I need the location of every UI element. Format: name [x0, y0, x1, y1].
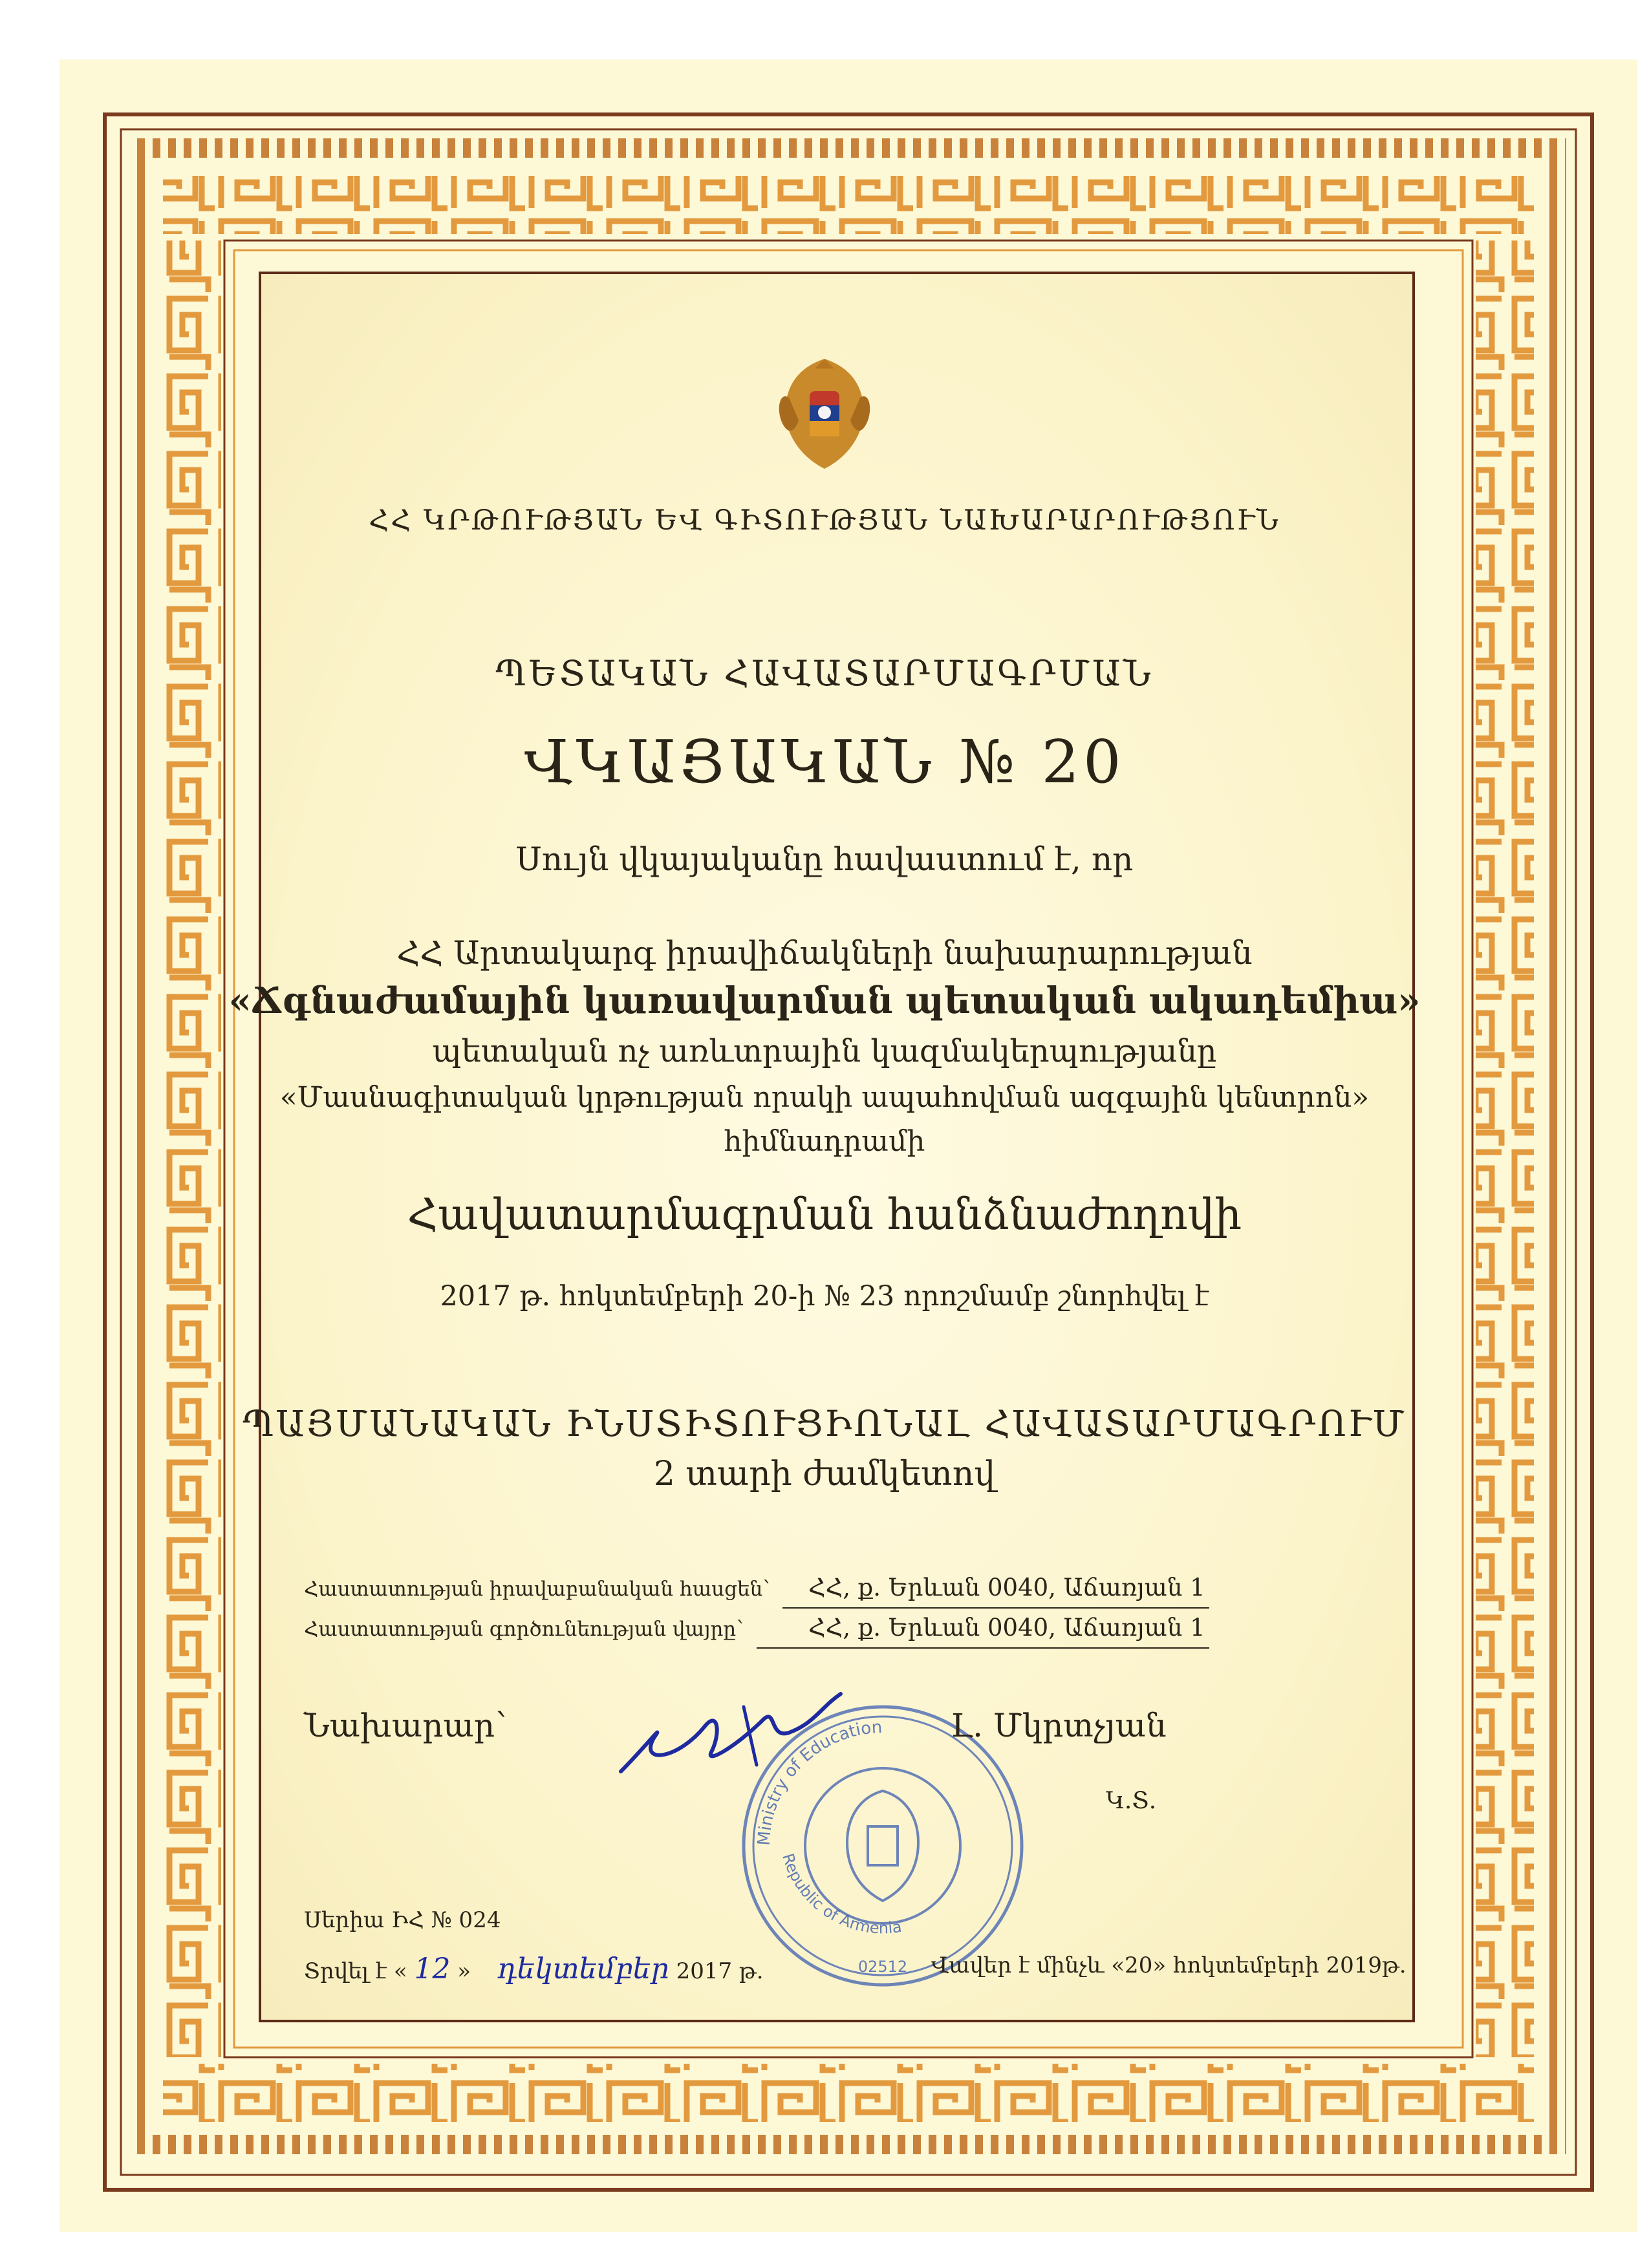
issued-year: 2017 թ. [676, 1958, 764, 1984]
stamp-number: 02512 [857, 1958, 908, 1976]
ministry-line: ՀՀ Արտակարգ իրավիճակների նախարարության [396, 934, 1253, 972]
issued-date [304, 1952, 764, 1985]
decision-line: 2017 թ. հոկտեմբերի 20-ի № 23 որոշմամբ շնորհվել է [440, 1280, 1209, 1312]
armenian-coat-of-arms-icon [770, 352, 879, 475]
activity-address-value: ՀՀ, ք. Երևան 0040, Աճառյան 1 [808, 1614, 1205, 1642]
issued-mid: » [457, 1958, 471, 1984]
seal-place-mark: Կ.Տ. [1106, 1788, 1157, 1814]
activity-address-underline [757, 1647, 1209, 1649]
accreditation-heading: ՊԵՏԱԿԱՆ ՀԱՎԱՏԱՐՄԱԳՐՄԱՆ [495, 653, 1154, 694]
issued-prefix: Տրվել է « [304, 1958, 407, 1984]
minister-signature-icon [608, 1668, 970, 1810]
center-name: «Մասնագիտական կրթության որակի ապահովման ազգային կենտրոն» [279, 1081, 1370, 1114]
legal-address-underline [782, 1607, 1209, 1609]
valid-until: Վավեր է մինչև «20» հոկտեմբերի 2019թ. [931, 1952, 1406, 1978]
ministry-header: ՀՀ ԿՐԹՈՒԹՅԱՆ ԵՎ ԳԻՏՈՒԹՅԱՆ ՆԱԽԱՐԱՐՈՒԹՅՈՒՆ [369, 504, 1280, 537]
organization-type: պետական ոչ առևտրային կազմակերպությանը [432, 1033, 1217, 1069]
attest-line: Սույն վկայականը հավաստում է, որ [515, 840, 1134, 878]
series-number: Սերիա ԻՀ № 024 [304, 1907, 501, 1933]
accreditation-type: ՊԱՅՄԱՆԱԿԱՆ ԻՆՍՏԻՏՈՒՑԻՈՆԱԼ ՀԱՎԱՏԱՐՄԱԳՐՈՒՄ [242, 1403, 1406, 1444]
stamp-text-top: Ministry of Education [754, 1717, 883, 1846]
foundation-line: հիմնադրամի [724, 1125, 925, 1158]
certificate-title: ՎԿԱՅԱԿԱՆ № 20 [524, 727, 1125, 797]
council-line: Հավատարմագրման հանձնաժողովի [407, 1190, 1242, 1239]
legal-address-value: ՀՀ, ք. Երևան 0040, Աճառյան 1 [808, 1574, 1205, 1601]
issued-day: 12 [414, 1952, 451, 1985]
issued-month: դեկտեմբեր [497, 1952, 669, 1985]
activity-address-label: Հաստատության գործունեության վայրը՝ [304, 1618, 744, 1641]
stamp-text-bottom: Republic of Armenia [779, 1851, 903, 1938]
accreditation-term: 2 տարի ժամկետով [653, 1455, 996, 1493]
legal-address-label: Հաստատության իրավաբանական հասցեն՝ [304, 1578, 770, 1601]
minister-name: Լ. Մկրտչյան [951, 1707, 1167, 1744]
minister-label: Նախարար՝ [304, 1707, 507, 1744]
academy-name: «Ճգնաժամային կառավարման պետական ակադեմիա» [228, 979, 1421, 1022]
